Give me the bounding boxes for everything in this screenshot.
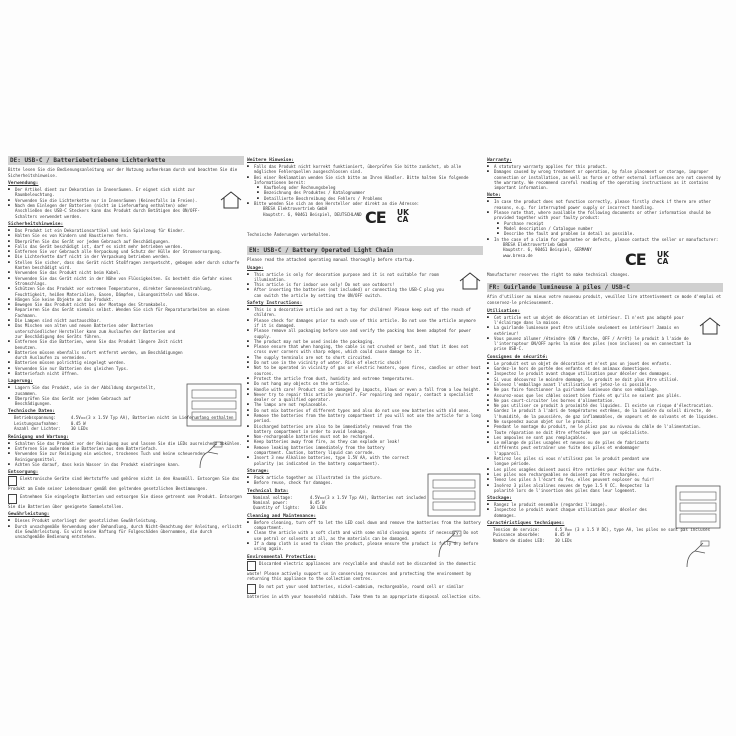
list-item: ■ Clean the article with a soft cloth and with some mild cleaning agents if necessary. Do not use petrol or solvents at all, as the materials can be damaged. xyxy=(247,530,483,541)
section-header-en: EN: USB-C / Battery Operated Light Chain xyxy=(247,246,483,255)
list-item: ■ Verwenden Sie die Lichterkette nur in Innenräumen (Keinesfalls im Freien). xyxy=(8,198,214,203)
usage-title-en: Usage: xyxy=(247,265,264,271)
list-item: ■ Discharged batteries are also to be immediately removed from the battery compartment in order to avoid leakage. xyxy=(247,424,483,435)
list-item: ■ Before reuse, check for damages. xyxy=(247,480,403,485)
address-line: BRESA Elektrovertrieb GmbH xyxy=(503,241,568,247)
list-item: ■ Inspectez le produit avant chaque utilisation pour déceler des dommages. xyxy=(487,371,723,376)
list-item: ■ Stellen Sie sicher, dass das Gerät nicht Stoßfragen zerquetscht, gebogen oder durch scharfe Kanten beschädigt wird. xyxy=(8,260,244,271)
list-item: ■ Ne suspendez aucun objet sur le produit. xyxy=(487,419,723,424)
list-item: ■ Verwenden Sie das Produkt nicht beim Kabel. xyxy=(8,270,244,275)
list-item: ■ Batterien müssen ebenfalls sofort entfernt werden, um Beschädigungen durch Auslaufen zu vermeiden. xyxy=(8,350,244,361)
usage-list-en xyxy=(247,272,453,298)
list-item: ■ Remove the batteries from the battery compartment if you will not use the article for a long period. xyxy=(247,413,483,424)
list-item: ■ Die Lichterkette darf nicht in der Verpackung betrieben werden. xyxy=(8,254,244,259)
env-title-en: Environmental Protection: xyxy=(247,554,317,560)
list-item: ■ The lamps are not replaceable. xyxy=(247,402,483,407)
list-item: ■ Do not hang any objects on the article. xyxy=(247,381,483,386)
list-item: ■ Entfernen Sie vor Gebrauch alle Verpackung und Schutz der Hülle der Stromversorgung. xyxy=(8,249,244,254)
usage-title-fr: Utilisation: xyxy=(487,308,521,314)
claim-info-list-en xyxy=(497,221,723,237)
address-block-de xyxy=(247,206,483,232)
ukca-mark-icon: UK CA xyxy=(657,249,669,266)
list-item: ■ Entfernen Sie die Batterien, wenn Sie das Produkt längere Zeit nicht benutzen. xyxy=(8,339,244,350)
list-item: ■ Batteriefach nicht öffnen. xyxy=(8,371,244,376)
list-item: ■ Kaufbeleg oder Rechnungsbeleg xyxy=(257,185,483,190)
list-item: ■ Tenez les piles à l'écart du feu, elles peuvent exploser ou fuir! xyxy=(487,477,723,482)
list-item: ■ Hängen Sie keine Objekte an das Produkt. xyxy=(8,297,244,302)
ce-mark-icon: CE xyxy=(365,208,386,228)
list-item: ■ Before cleaning, turn off to let the LED cool down and remove the batteries from the battery compartment. xyxy=(247,520,483,531)
ukca-mark-icon: UK CA xyxy=(397,208,409,225)
list-item: ■ Non-rechargeable batteries must not be recharged. xyxy=(247,434,483,439)
list-item: ■ In the case of a claim for guarantee or defects, please contact the seller or manufacturer: xyxy=(487,237,723,242)
table-row: Quantity of lights: 30 LEDs xyxy=(253,505,328,511)
list-item: ■ Le produit est un objet de décoration et n'est pas un jouet des enfants. xyxy=(487,361,723,366)
care-title-de: Reinigung und Wartung: xyxy=(8,434,69,440)
changes-note-en: Manufacturer reserves the right to make technical changes. xyxy=(487,271,630,277)
env-text-en: Discarded electric appliances are recyclable and should not be discarded in the domestic waste! Please actively support us in conserving resources and protecting the environment by returning this appliance to the collection centres. xyxy=(247,560,476,582)
address-line: Hauptstr. 6, 90461 Beispiel, GERMANY xyxy=(503,247,592,253)
column-french xyxy=(487,155,723,730)
list-item: ■ Vous pouvez allumer /éteindre (ON / Marche, OFF / Arrêt) le produit à l'aide de l'interrupteur ON/OFF après la mise des piles (non incluses) ou en connectant la prise USB-C. xyxy=(487,336,693,352)
note-title-en: Note: xyxy=(487,193,501,199)
indoor-use-house-icon xyxy=(220,191,242,209)
column-english xyxy=(247,155,483,730)
list-item: ■ Ne pas utiliser ce produit à proximité des liquides. Il existe un risque d'électrocution. xyxy=(487,403,723,408)
battery-compartment-figure xyxy=(186,383,242,427)
list-item: ■ Insert 3 new Alkaline batteries, type 1.5V AA, with the correct polarity (as indicated in the battery compartment). xyxy=(247,455,483,466)
list-item: ■ Damages caused by wrong treatment or operation, by false placement or storage, improper connection or installation, as well as force or other external influences are not covered by the warranty. We recommend careful reading of the operating instructions as it contains important information. xyxy=(487,169,723,190)
table-row: Betriebsspannung: 4.5V==(3 x 1.5V Typ AA), Batterien nicht im Lieferumfang enthalten xyxy=(14,415,234,421)
list-item: ■ Nach dem Einlegen der Batterien (nicht im Lieferumfang enthalten) oder Anschließen des USB-C Steckers kann das Produkt durch Betätigen des ON/OFF-Schalters verwendet werden. xyxy=(8,203,214,219)
changes-note-de: Technische Änderungen vorbehalten. xyxy=(247,232,331,238)
storage-title-fr: Stockage: xyxy=(487,496,512,502)
warranty-title-de: Gewährleistung: xyxy=(8,512,50,518)
tech-title-en: Technical Data: xyxy=(247,488,289,494)
list-item: ■ Lagern Sie das Produkt, wie in der Abbildung dargestellt, zusammen. xyxy=(8,385,164,396)
list-item: ■ Assurez-vous que les câbles soient bien fixés et qu'ils ne soient pas pliés. xyxy=(487,393,723,398)
hand-switch-figure xyxy=(435,529,465,559)
table-row: Leistungsaufnahme: 0.45 W xyxy=(14,420,86,426)
care-title-en: Cleaning and Maintenance: xyxy=(247,513,317,519)
list-item: ■ Halten Sie es von Kindern und Haustieren fern. xyxy=(8,233,244,238)
table-row: Tension de service: 4.5 V== (3 x 1.5 V DC), type AA, les piles ne sont pas incluses xyxy=(493,527,711,533)
list-item: ■ Le mélange de piles usagées et neuves ou de piles de fabricants différents peut entraîner une fuite des piles et endommager l'appareil. xyxy=(487,440,723,456)
section-header-de: DE: USB-C / Batteriebetriebene Lichterkette xyxy=(8,156,244,165)
list-item: ■ In case the product does not function correctly, please firstly check if there are other reasons, e.g. for interrupted power supply or incorrect handling. xyxy=(487,199,723,210)
list-item: ■ Never try to repair this article yourself. For repairing and repair, contact a specialist dealer or a qualified operator. xyxy=(247,392,483,403)
list-item: ■ Detaillierte Beschreibung des Fehlers / Problems xyxy=(257,196,483,201)
storage-title-de: Lagerung: xyxy=(8,379,33,385)
list-item: ■ Verwenden Sie nur Batterien des gleichen Typs. xyxy=(8,366,244,371)
storage-title-en: Storage: xyxy=(247,468,270,474)
list-item: ■ Pack article together as illustrated in the picture. xyxy=(247,475,403,480)
section-header-fr: FR: Guirlande lumineuse à piles / USB-C xyxy=(487,283,723,292)
address-block-en xyxy=(487,242,723,272)
list-item: ■ Batterien müssen polrichtig eingelegt werden. xyxy=(8,360,244,365)
list-item: ■ Gardez-le hors de portée des enfants et des animaux domestiques. xyxy=(487,366,723,371)
list-item: ■ Achten Sie darauf, dass kein Wasser in das Produkt eindringen kann. xyxy=(8,462,244,467)
safety-title-en: Safety Instructions: xyxy=(247,301,303,307)
list-item: ■ Überprüfen Sie das Gerät vor jedem Gebrauch auf Beschädigungen. xyxy=(8,396,164,407)
list-item: ■ Ne pas court-circuiter les bornes d'alimentation. xyxy=(487,398,723,403)
address-line: Hauptstr. 6, 90461 Beispiel, DEUTSCHLAND xyxy=(263,211,362,217)
list-item: ■ Protect the article from dust, humidity and extreme temperatures. xyxy=(247,376,483,381)
ce-mark-icon: CE xyxy=(625,249,646,269)
address-line: www.bresa.de xyxy=(503,252,533,258)
list-item: ■ This article is for indoor use only! Do not use outdoors! xyxy=(247,282,453,287)
list-item: ■ Cet article est un objet de décoration et intérieur. Il n'est pas adapté pour l'éclairage dans la maison. xyxy=(487,315,693,326)
battery-compartment-figure xyxy=(427,473,481,517)
disposal-title-de: Entsorgung: xyxy=(8,470,39,476)
list-item: ■ Reparieren Sie das Gerät niemals selbst. Wenden Sie sich für Reparaturarbeiten an einen Fachmann. xyxy=(8,307,244,318)
list-item: ■ Verwenden Sie zur Reinigung ein weiches, trockenes Tuch und keine scheuernden Reinigungsmittel. xyxy=(8,451,244,462)
list-item: ■ Ne pas faire fonctionner la guirlande lumineuse dans son emballage. xyxy=(487,387,723,392)
list-item: ■ Rangez le produit ensemble (regardez l'image). xyxy=(487,502,663,507)
intro-en: Please read the attached operating manual thoroughly before startup. xyxy=(247,256,415,262)
list-item: ■ A statutory warranty applies for this product. xyxy=(487,164,723,169)
list-item: ■ Keep batteries away from fire, as they can explode or leak! xyxy=(247,439,483,444)
warranty-list-de xyxy=(8,518,244,539)
list-item: ■ This article is only for decoration purpose and it is not suitable for room illumination. xyxy=(247,272,453,283)
intro-fr: Afin d'utiliser au mieux votre nouveau produit, veuillez lire attentivement ce mode d'emploi et conservez-le précieusement. xyxy=(487,294,722,306)
list-item: ■ Entfernen Sie außerdem die Batterien aus dem Batteriefach. xyxy=(8,446,244,451)
list-item: ■ La guirlande lumineuse peut être utilisée seulement en intérieur! Jamais en extérieur! xyxy=(487,325,693,336)
list-item: ■ Enlevez l'emballage avant l'utilisation et jetez-le si possible. xyxy=(487,382,723,387)
list-item: ■ Das Produkt ist ein Dekorationsartikel und kein Spielzeug für Kinder. xyxy=(8,228,244,233)
list-item: ■ Please check for damages prior to each use of this article. Do not use the article anymore if it is damaged. xyxy=(247,318,483,329)
usage-list-de xyxy=(8,187,214,219)
indoor-use-house-icon xyxy=(699,317,721,335)
list-item: ■ After inserting the batteries (not included) or connecting the USB-C plug you can switch the article by setting the ON/OFF switch. xyxy=(247,287,453,298)
list-item: ■ Toute réparation ne doit être effectuée que par un spécialiste. xyxy=(487,430,723,435)
usage-list-fr xyxy=(487,315,693,352)
table-row: Nominal voltage: 4.5V==(3 x 1.5V Typ AA), Batteries not included xyxy=(253,494,426,500)
disposal-battery-text-de: Entnehmen Sie eingelegte Batterien und entsorgen Sie diese getrennt vom Produkt. Entsorgen Sie die Batterien über geeignete Sammelstellen. xyxy=(8,493,242,509)
list-item: ■ Bewegen Sie das Produkt nicht bei der Montage des Stromkabels. xyxy=(8,302,244,307)
safety-title-fr: Consignes de sécurité: xyxy=(487,354,548,360)
list-item: ■ Falls das Produkt nicht korrekt funktioniert, überprüfen Sie bitte zunächst, ob alle möglichen Fehlerquellen ausgeschlossen sind. xyxy=(247,164,483,175)
hand-switch-figure xyxy=(683,539,713,569)
list-item: ■ Please ensure that when hanging, the cable is not crushed or bent, and that it does not cross over corners with sharp edges, which could cause damage to it. xyxy=(247,344,483,355)
list-item: ■ If a damp cloth is used to clean the product, please ensure the product is fully dry before using again. xyxy=(247,541,483,552)
list-item: ■ Inspectez le produit avant chaque utilisation pour déceler des dommages. xyxy=(487,507,663,518)
list-item: ■ Bezeichnung des Produktes / Katalognummer xyxy=(257,190,483,195)
list-item: ■ Les piles non rechargeables ne doivent pas être rechargées. xyxy=(487,472,723,477)
disposal-text-de: Elektronische Geräte sind Wertstoffe und gehören nicht in den Hausmüll. Entsorgen Sie das Produkt am Ende seiner Lebensdauer gemäß den geltenden gesetzlichen Bestimmungen. xyxy=(8,476,240,492)
list-item: ■ Schützen Sie das Produkt vor extremen Temperaturen, direkter Sonneneinstrahlung, Feuchtigkeit, heißen Materialien, Gasen, Dämpfen, Lösungsmitteln und Nässe. xyxy=(8,286,244,297)
claim-info-list-de xyxy=(257,185,483,201)
hand-switch-figure xyxy=(196,440,226,470)
safety-list-fr xyxy=(487,361,723,493)
list-item: ■ Durch unsachgemäße Verwendung oder Behandlung, durch Nicht-Beachtung der Anleitung, erlischt die Gewährleistung. Es wird keine Haftung für Folgeschäden übernommen, die durch unsachgemäße Bedienung entstehen. xyxy=(8,524,244,540)
safety-title-de: Sicherheitshinweise: xyxy=(8,221,64,227)
list-item: ■ Please note that, where available the following documents or other information should be provided together with your faulty product: xyxy=(487,210,723,221)
list-item: ■ Please remove all packaging before use and verify the packing has been adapted for power supply. xyxy=(247,328,483,339)
list-item: ■ This is a decorative article and not a toy for children! Please keep out of the reach of children. xyxy=(247,307,483,318)
list-item: ■ The product may not be used inside the packaging. xyxy=(247,339,483,344)
list-item: ■ Si vous découvrez le moindre dommage, le produit ne doit plus être utilisé. xyxy=(487,377,723,382)
table-row: Nombre de diodes LED: 30 LEDs xyxy=(493,537,573,543)
list-item: ■ Remove leaking batteries immediately from the battery compartment. Caution, battery liquid can corrode. xyxy=(247,445,483,456)
list-item: ■ Do not mix batteries of different types and also do not use new batteries with old ones. xyxy=(247,408,483,413)
battery-compartment-figure xyxy=(675,485,721,529)
tech-title-de: Technische Daten: xyxy=(8,409,56,415)
list-item: ■ Les ampoules ne sont pas remplaçables. xyxy=(487,435,723,440)
list-item: ■ Pendant le montage du produit, ne le pliez pas au niveau du câble de l'alimentation. xyxy=(487,424,723,429)
column-german xyxy=(8,155,244,730)
list-item: ■ Verwenden Sie das Gerät nicht in der Nähe von Flüssigkeiten. Es besteht die Gefahr eines Stromschlags. xyxy=(8,276,244,287)
battery-bin-icon xyxy=(247,584,256,594)
list-item: ■ Die Lampen sind nicht austauschbar. xyxy=(8,318,244,323)
list-item: ■ Überprüfen Sie das Gerät vor jedem Gebrauch auf Beschädigungen. xyxy=(8,239,244,244)
indoor-use-house-icon xyxy=(459,272,481,290)
list-item: ■ Retirez les piles si vous n'utilisez pas le produit pendant une longue période. xyxy=(487,456,723,467)
warranty-title-en: Warranty: xyxy=(487,158,512,163)
list-item: ■ Purchase receipt xyxy=(497,221,723,226)
tech-table-en xyxy=(253,495,436,511)
safety-list-en xyxy=(247,307,483,466)
warranty-list-de-cont xyxy=(247,164,483,185)
list-item: ■ Handle with care! Product can be damaged by impacts, blows or even a fall from a low height. xyxy=(247,387,483,392)
safety-list-de xyxy=(8,228,244,376)
crossed-bin-icon xyxy=(247,561,256,571)
list-item: ■ Describe the fault and problem in detail as possible. xyxy=(497,231,723,236)
address-line: BRESA Elektrovertrieb GmbH xyxy=(263,206,328,212)
list-item: ■ Not to be operated in vicinity of gas or electric heaters, open fires, candles or other heat sources. xyxy=(247,365,483,376)
list-item: ■ Bei einer Reklamation wenden Sie sich bitte an Ihren Händler. Bitte halten Sie folgende Informationen bereit: xyxy=(247,175,483,186)
usage-title-de: Verwendung: xyxy=(8,181,39,187)
note-list-en xyxy=(487,199,723,220)
list-item: ■ Model description / Catalogue number xyxy=(497,226,723,231)
list-item: ■ The supply terminals are not to short circuited. xyxy=(247,355,483,360)
list-item: ■ Dieses Produkt unterliegt der gesetzlichen Gewährleistung. xyxy=(8,518,244,523)
manual-page xyxy=(0,155,736,730)
tech-title-fr: Caractéristiques techniques: xyxy=(487,521,565,527)
list-item: ■ Do not use in the vicinity of water. Risk of electric shock! xyxy=(247,360,483,365)
list-item: ■ Schalten Sie das Produkt vor der Reinigung aus und lassen Sie die LEDs ausreichend abkühlen. xyxy=(8,441,244,446)
list-item: ■ Gardez le produit à l'abri de températures extrêmes, de la lumière du soleil directe, de l'humidité, de la poussière, de gaz inflammables, de vapeurs et de solvants et de liquides. xyxy=(487,408,723,419)
list-item: ■ Falls das Gerät beschädigt ist, darf es nicht mehr betrieben werden. xyxy=(8,244,244,249)
list-item: ■ Les piles usagées doivent aussi être retirées pour éviter une fuite. xyxy=(487,467,723,472)
warranty-title-de-cont: Weitere Hinweise: xyxy=(247,158,295,163)
env-battery-text-en: Do not put your used batteries, nickel-cadmium, rechargeable, round cell or similar batteries in with your household rubbish. Take them to an appropriate disposal collection site. xyxy=(247,583,482,599)
list-item: ■ Der Artikel dient zur Dekoration in Innenräumen. Er eignet sich nicht zur Raumbeleuchtung. xyxy=(8,187,214,198)
warranty-list-en xyxy=(487,164,723,190)
crossed-bin-icon xyxy=(8,476,17,486)
intro-de: Bitte lesen Sie die Bedienungsanleitung vor der Nutzung aufmerksam durch und beachten Sie die Sicherheitshinweise. xyxy=(8,167,238,178)
table-row: Anzahl der Lichter: 30 LEDs xyxy=(14,426,89,432)
table-row: Nominal power: 0.45 W xyxy=(253,499,325,505)
list-item: ■ Bitte wenden Sie sich an den Hersteller oder direkt an die Adresse: xyxy=(247,201,483,206)
list-item: ■ Insérez 3 piles alcalines neuves de type 1.5 V CC. Respectez la polarité lors de l'insertion des piles dans leur logement. xyxy=(487,483,723,494)
list-item: ■ Das Mischen von alten und neuen Batterien oder Batterien unterschiedlicher Hersteller kann zum Auslaufen der Batterien und zur Beschädigung des Geräts führen. xyxy=(8,323,244,339)
battery-bin-icon xyxy=(8,494,17,504)
table-row: Puissance absorbée: 0.45 W xyxy=(493,532,570,538)
